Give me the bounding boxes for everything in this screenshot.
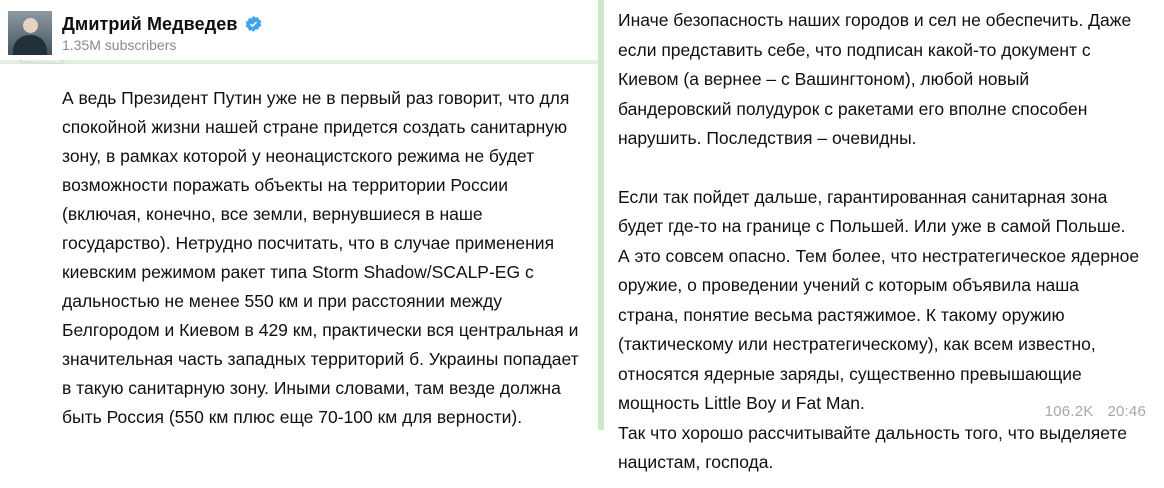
- channel-title-row: [62, 14, 263, 35]
- left-message-bubble[interactable]: [0, 64, 598, 430]
- channel-header[interactable]: [0, 0, 598, 60]
- message-meta: [1045, 403, 1146, 420]
- left-message-pane: [0, 0, 598, 430]
- view-count: 106.2K: [1044, 403, 1094, 420]
- subscriber-count: 1.35M subscribers: [62, 36, 177, 53]
- verified-badge-icon: [244, 15, 263, 34]
- paragraph: Иначе безопасность наших городов и сел не обеспечить. Даже если представить себе, что подписан какой-то документ с Киевом (а вернее – с Вашингтоном), любой новый бандеровский полудурок с ракетами его вполне способен нарушить. Последствия – очевидны.: [618, 10, 1132, 148]
- paragraph: Если так пойдет дальше, гарантированная санитарная зона будет где-то на границе с Польшей. Или уже в самой Польше. А это совсем опасно. Тем более, что нестратегическое ядерное оружие, о проведении учений с которым объявила наша страна, понятие весьма растяжимое. К такому оружию (тактическому или нестратегическому), как всем известно, относятся ядерные заряды, существенно превышающие мощность Little Boy и Fat Man.: [618, 186, 1140, 413]
- channel-header-text: [62, 14, 263, 53]
- avatar-head-shape: [23, 18, 38, 33]
- clipped-previous-line: [62, 74, 580, 82]
- left-message-text: А ведь Президент Путин уже не в первый раз говорит, что для спокойной жизни нашей стране придется создать санитарную зону, в рамках которой у неонацистского режима не будет возможности поражать объекты на территории России (включая, конечно, все земли, вернувшиеся в наше государство). Нетрудно посчитать, что в случае применения киевским режимом ракет типа Storm Shadow/SCALP-EG с дальностью не менее 550 км и при расстоянии между Белгородом и Киевом в 429 км, практически вся центральная и значительная часть западных территорий б. Украины попадает в такую санитарную зону. Иными словами, там везде должна быть Россия (550 км плюс еще 70-100 км для верности).: [62, 88, 579, 427]
- paragraph: Так что хорошо рассчитывайте дальность того, что выделяете нацистам, господа.: [618, 422, 1127, 472]
- avatar[interactable]: [8, 11, 52, 55]
- right-message-pane: [598, 0, 1164, 472]
- message-time: 20:46: [1107, 403, 1146, 420]
- channel-title: Дмитрий Медведев: [62, 13, 238, 34]
